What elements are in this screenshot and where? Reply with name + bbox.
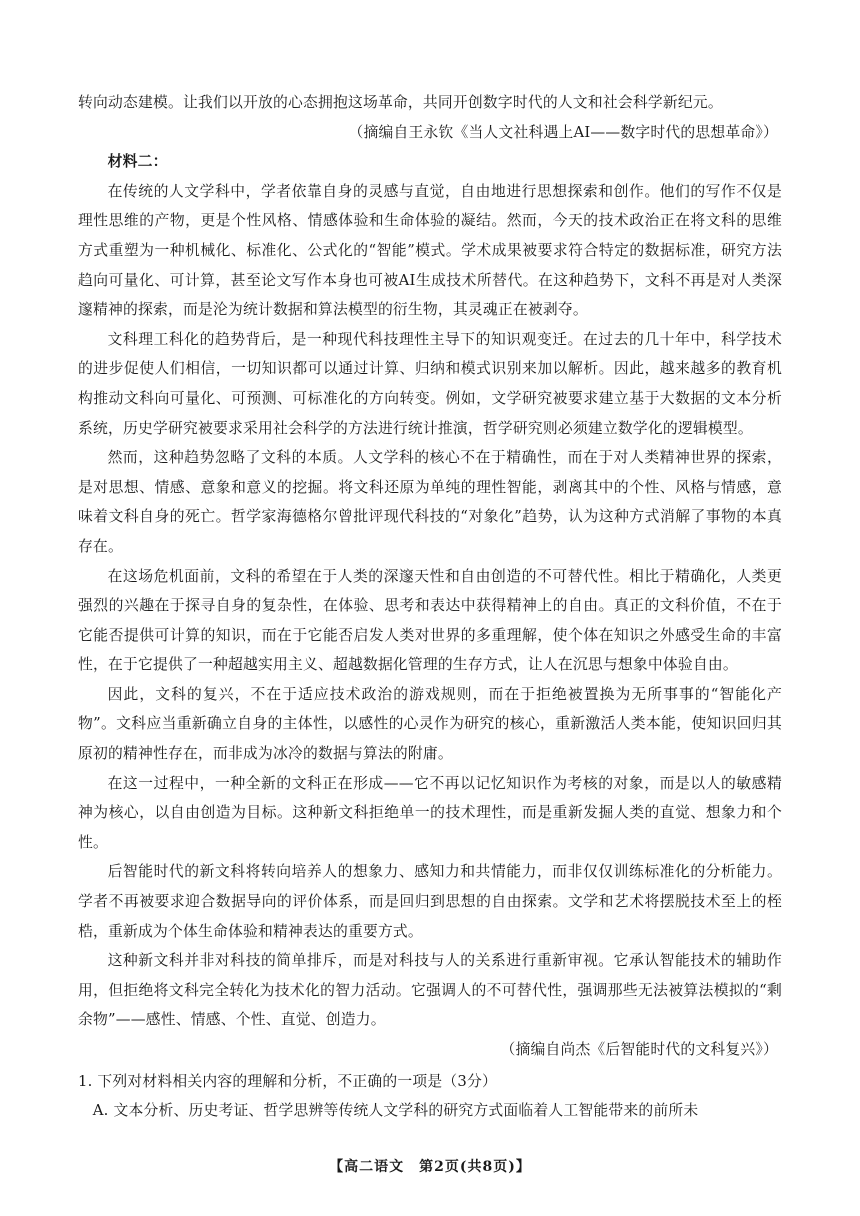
body-paragraph: 然而，这种趋势忽略了文科的本质。人文学科的核心不在于精确性，而在于对人类精神世界的探索，是对思想、情感、意象和意义的挖掘。将文科还原为单纯的理性智能，剥离其中的个性、风格与情感，意味着文科自身的死亡。哲学家海德格尔曾批评现代科技的“对象化”趋势，认为这种方式消解了事物的本真存在。 <box>78 449 782 555</box>
body-paragraph: 这种新文科并非对科技的简单排斥，而是对科技与人的关系进行重新审视。它承认智能技术的辅助作用，但拒绝将文科完全转化为技术化的智力活动。它强调人的不可替代性，强调那些无法被算法模拟的“剩余物”——感性、情感、个性、直觉、创造力。 <box>78 952 782 1029</box>
body-paragraph: 后智能时代的新文科将转向培养人的想象力、感知力和共情能力，而非仅仅训练标准化的分析能力。学者不再被要求迎合数据导向的评价体系，而是回归到思想的自由探索。文学和艺术将摆脱技术至上的桎梏，重新成为个体生命体验和精神表达的重要方式。 <box>78 863 782 940</box>
source-citation-1: （摘编自王永钦《当人文社科遇上AI——数字时代的思想革命》） <box>348 123 778 141</box>
question-option-a: A. 文本分析、历史考证、哲学思辨等传统人文学科的研究方式面临着人工智能带来的前所未 <box>92 1102 699 1120</box>
body-paragraph: 在这场危机面前，文科的希望在于人类的深邃天性和自由创造的不可替代性。相比于精确化，人类更强烈的兴趣在于探寻自身的复杂性，在体验、思考和表达中获得精神上的自由。真正的文科价值，不在于它能否提供可计算的知识，而在于它能否启发人类对世界的多重理解，使个体在知识之外感受生命的丰富性，在于它提供了一种超越实用主义、超越数据化管理的生存方式，让人在沉思与想象中体验自由。 <box>78 567 782 674</box>
body-paragraph: 文科理工科化的趋势背后，是一种现代科技理性主导下的知识观变迁。在过去的几十年中，科学技术的进步促使人们相信，一切知识都可以通过计算、归纳和模式识别来加以解析。因此，越来越多的教育机构推动文科向可量化、可预测、可标准化的方向转变。例如，文学研究被要求建立基于大数据的文本分析系统，历史学研究被要求采用社会科学的方法进行统计推演，哲学研究则必须建立数学化的逻辑模型。 <box>78 330 782 437</box>
body-paragraph: 在这一过程中，一种全新的文科正在形成——它不再以记忆知识作为考核的对象，而是以人的敏感精神为核心，以自由创造为目标。这种新文科拒绝单一的技术理性，而是重新发掘人类的直觉、想象力和个性。 <box>78 774 782 851</box>
question-stem: 1. 下列对材料相关内容的理解和分析，不正确的一项是（3分） <box>78 1072 497 1090</box>
page-footer: 【高二语文 第2页(共8页)】 <box>329 1159 531 1175</box>
material-heading: 材料二： <box>107 153 168 171</box>
document-page <box>78 88 782 1126</box>
body-paragraph: 在传统的人文学科中，学者依靠自身的灵感与直觉，自由地进行思想探索和创作。他们的写作不仅是理性思维的产物，更是个性风格、情感体验和生命体验的凝结。然而，今天的技术政治正在将文科的思维方式重塑为一种机械化、标准化、公式化的“智能”模式。学术成果被要求符合特定的数据标准，研究方法趋向可量化、可计算，甚至论文写作本身也可被AI生成技术所替代。在这种趋势下，文科不再是对人类深邃精神的探索，而是沦为统计数据和算法模型的衍生物，其灵魂正在被剥夺。 <box>78 182 782 319</box>
source-citation-2: （摘编自尚杰《后智能时代的文科复兴》） <box>500 1041 778 1058</box>
body-paragraph: 因此，文科的复兴，不在于适应技术政治的游戏规则，而在于拒绝被置换为无所事事的“智能化产物”。文科应当重新确立自身的主体性，以感性的心灵作为研究的核心，重新激活人类本能，使知识回归其原初的精神性存在，而非成为冰冷的数据与算法的附庸。 <box>78 685 782 763</box>
intro-paragraph: 转向动态建模。让我们以开放的心态拥抱这场革命，共同开创数字时代的人文和社会科学新纪元。 <box>78 94 723 111</box>
